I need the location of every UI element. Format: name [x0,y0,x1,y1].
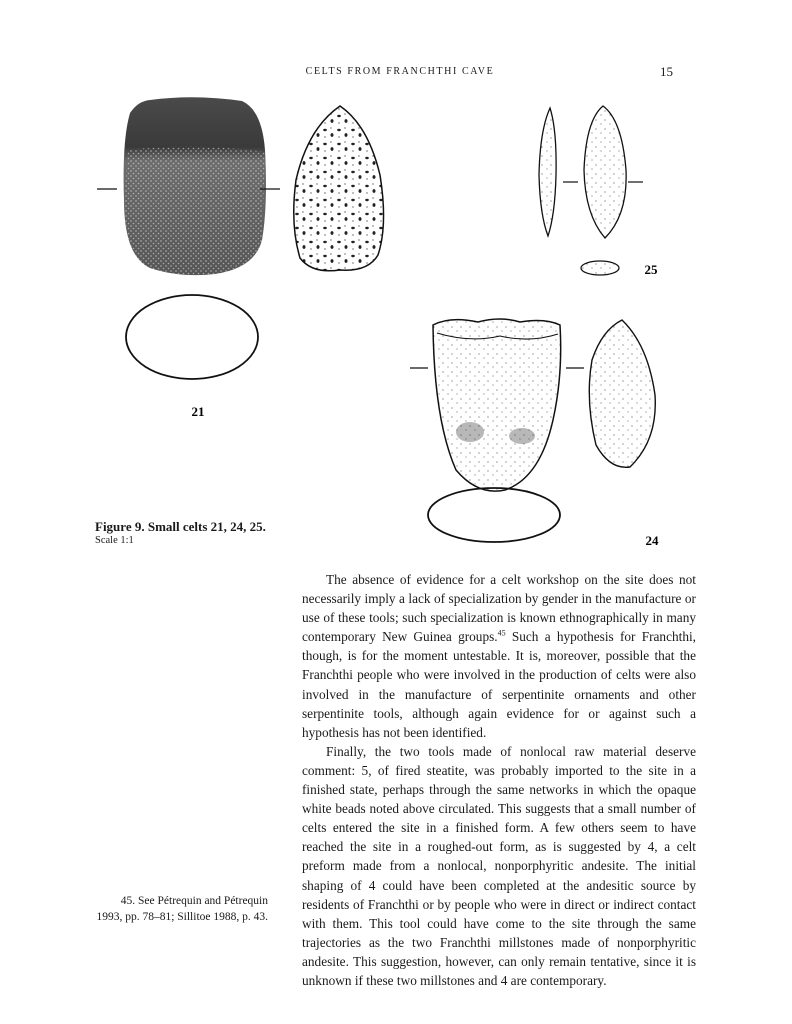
paragraph-1 [302,570,696,742]
celt-21-drawing [294,106,384,271]
celt-25-drawing [539,106,626,275]
celt-21-label: 21 [191,404,205,419]
paragraph-2: Finally, the two tools made of nonlocal raw material deserve comment: 5, of fired steatite, was probably imported to the site in a finished state, perhaps through the same networks in which the opaque white beads noted above circulated. This suggests that a small number of celts entered the site in a finished form. A few others seem to have reached the site in a roughed-out form, as is suggested by 4, a celt preform made from a nonlocal, nonporphyritic andesite. The initial shaping of 4 could have been completed at the andesitic source by residents of Franchthi or by people who were in direct or indirect contact with them. This tool could have come to the site through the same trajectories as the two Franchthi millstones made of nonporphyritic andesite. This suggestion, however, can only remain tentative, since it is unknown if these two millstones and 4 are contemporary. [302,743,696,988]
celt-24-label: 24 [645,533,659,548]
running-head: CELTS FROM FRANCHTHI CAVE [305,66,495,77]
footnote-45: 45. See Pétrequin and Pétrequin 1993, pp. 78–81; Sillitoe 1988, p. 43. [96,895,268,923]
celt-21-photo [124,97,266,275]
celt-24-drawing [428,319,655,542]
paragraph-1-continued: Such a hypothesis for Franchthi, though, is for the moment untestable. It is, moreover, possible that the Franchthi people who were involved in the production of celts were also involved in the manufacture of serpentinite ornaments and other serpentinite tools, although again evidence for or against such a hypothesis has not been identified. [302,629,696,740]
caption-title: Figure 9. Small celts 21, 24, 25. [95,519,266,534]
celt-21-section [126,295,258,379]
page-number: 15 [660,64,673,79]
celt-25-label: 25 [644,262,658,277]
caption-scale: Scale 1:1 [95,535,134,546]
figure-caption [95,519,295,547]
paragraph-1-text: The absence of evidence for a celt workshop on the site does not necessarily imply a lack of specialization by gender in the manufacture or use of these tools; such specialization is known ethnographically in many contemporary New Guinea groups. [302,572,696,645]
footnote-ref-45[interactable]: 45 [497,628,506,638]
body-text [302,570,696,990]
